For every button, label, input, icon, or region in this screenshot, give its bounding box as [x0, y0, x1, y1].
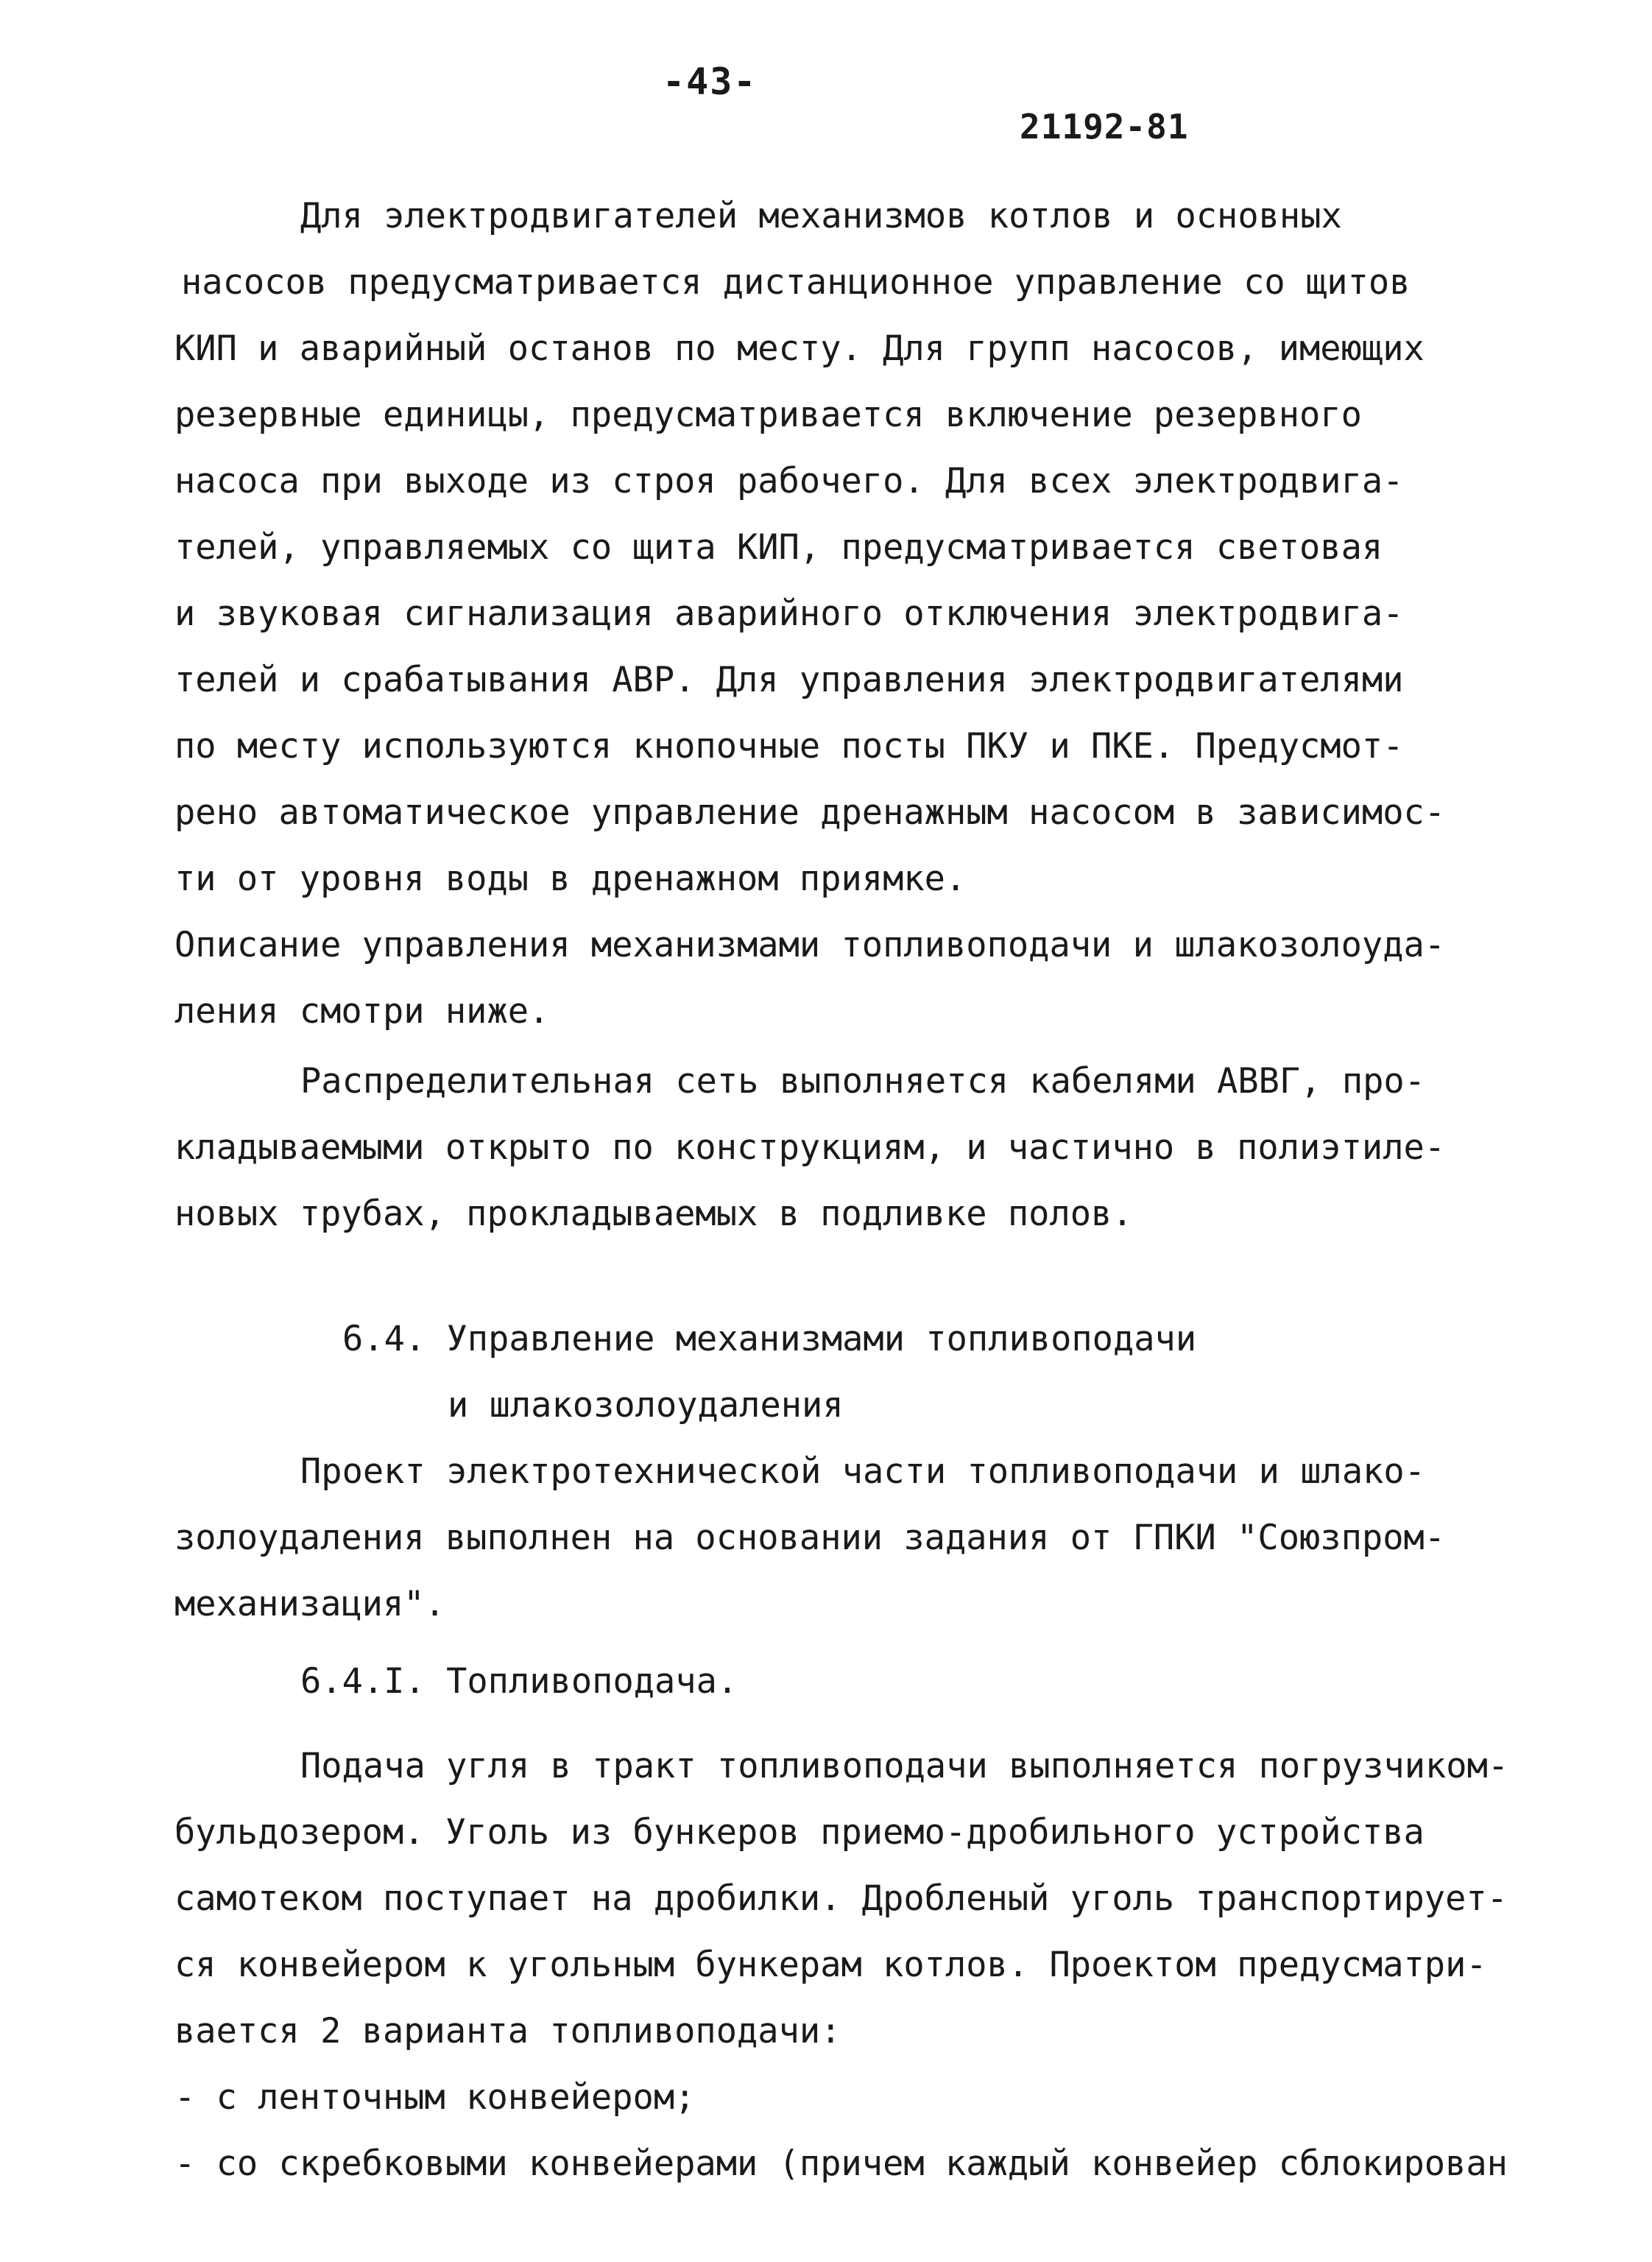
subsection-heading: 6.4.I. Топливоподача. [300, 1661, 738, 1702]
paragraph-5-line: самотеком поступает на дробилки. Дробленый уголь транспортирует- [174, 1878, 1508, 1919]
paragraph-1-line: по месту используются кнопочные посты ПКУ и ПКЕ. Предусмот- [174, 726, 1404, 767]
paragraph-3-line: кладываемыми открыто по конструкциям, и частично в полиэтиле- [174, 1127, 1446, 1168]
paragraph-1-line: насосов предусматривается дистанционное управление со щитов [181, 262, 1411, 303]
paragraph-3-line: Распределительная сеть выполняется кабелями АВВГ, про- [300, 1061, 1426, 1102]
paragraph-1-line: КИП и аварийный останов по месту. Для групп насосов, имеющих [174, 328, 1425, 369]
paragraph-4-line: механизация". [174, 1584, 445, 1624]
page-number: -43- [663, 60, 758, 103]
paragraph-1-line: ти от уровня воды в дренажном приямке. [174, 859, 967, 899]
paragraph-5-line: бульдозером. Уголь из бункеров приемо-дробильного устройства [174, 1812, 1425, 1853]
paragraph-1-line: телей и срабатывания АВР. Для управления электродвигателями [174, 660, 1404, 700]
paragraph-1-line: насоса при выходе из строя рабочего. Для всех электродвига- [174, 461, 1404, 501]
document-code: 21192-81 [1020, 107, 1189, 147]
paragraph-1-line: и звуковая сигнализация аварийного отключения электродвига- [174, 593, 1404, 634]
paragraph-2-line: Описание управления механизмами топливоподачи и шлакозолоуда- [174, 925, 1446, 965]
paragraph-1-line: резервные единицы, предусматривается включение резервного [174, 395, 1362, 435]
paragraph-4-line: золоудаления выполнен на основании задания от ГПКИ "Союзпром- [174, 1518, 1446, 1558]
paragraph-1-line: телей, управляемых со щита КИП, предусматривается световая [174, 527, 1383, 568]
paragraph-5-line: Подача угля в тракт топливоподачи выполняется погрузчиком- [300, 1746, 1509, 1786]
paragraph-3-line: новых трубах, прокладываемых в подливке полов. [174, 1194, 1133, 1234]
paragraph-1-line: рено автоматическое управление дренажным насосом в зависимос- [174, 792, 1446, 833]
paragraph-5-line: вается 2 варианта топливоподачи: [174, 2011, 841, 2051]
list-item: - со скребковыми конвейерами (причем каждый конвейер сблокирован [174, 2143, 1508, 2184]
paragraph-4-line: Проект электротехнической части топливоподачи и шлако- [300, 1451, 1426, 1492]
paragraph-1-line: Для электродвигателей механизмов котлов и основных [300, 196, 1342, 236]
list-item: - с ленточным конвейером; [174, 2077, 696, 2118]
section-heading: и шлакозолоудаления [448, 1385, 844, 1426]
section-heading: 6.4. Управление механизмами топливоподачи [342, 1319, 1197, 1359]
paragraph-2-line: ления смотри ниже. [174, 991, 550, 1032]
paragraph-5-line: ся конвейером к угольным бункерам котлов. Проектом предусматри- [174, 1945, 1487, 1985]
